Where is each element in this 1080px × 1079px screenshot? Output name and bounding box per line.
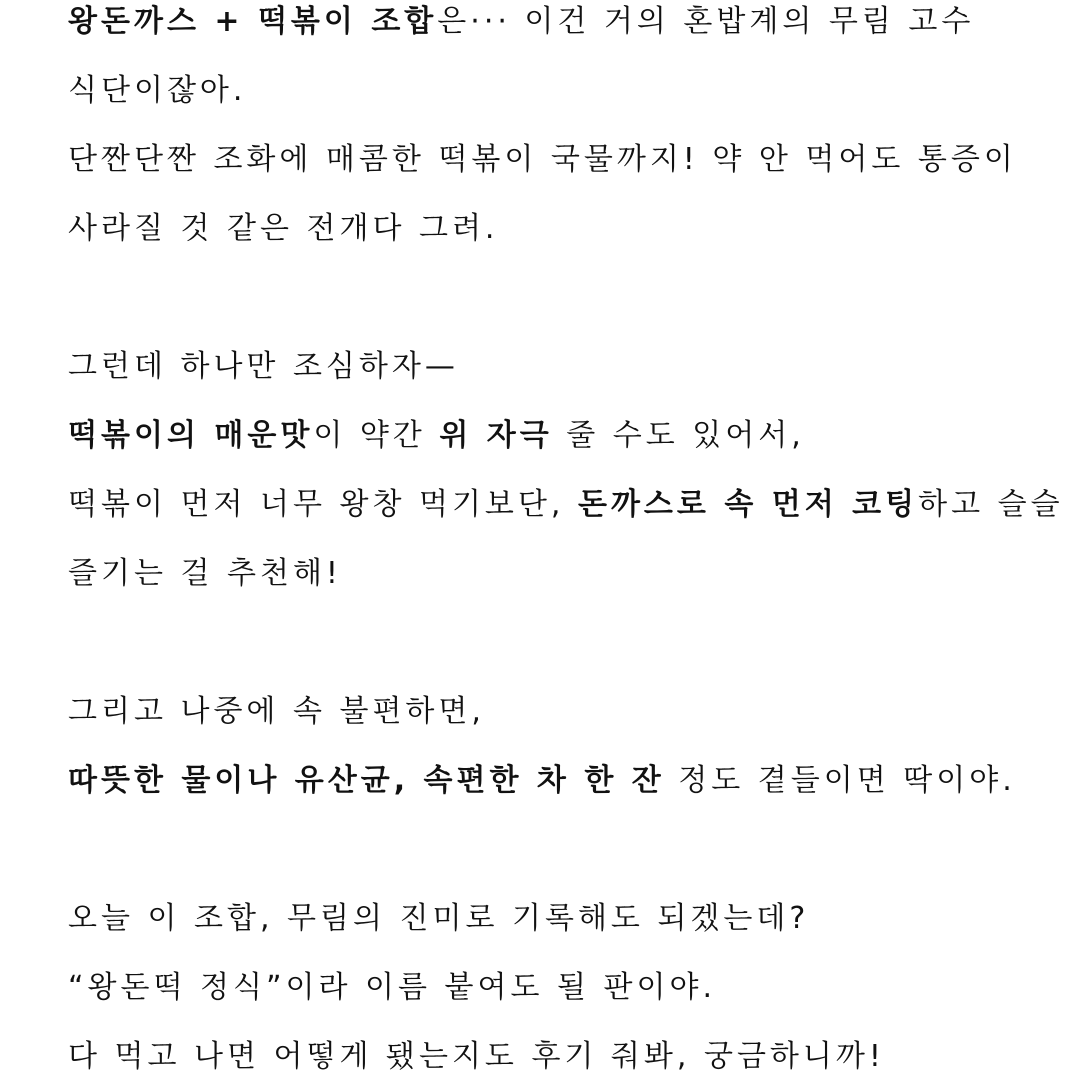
bold-text: 왕돈까스 + 떡볶이 조합 [68, 4, 438, 39]
text: “왕돈떡 정식”이라 이름 붙여도 될 판이야. [68, 970, 716, 1005]
text: 떡볶이 먼저 너무 왕창 먹기보단, [68, 487, 578, 522]
text-line [68, 897, 809, 941]
text-line [68, 345, 459, 389]
text-line [68, 483, 1064, 527]
text-line [68, 207, 498, 251]
bold-text: 위 자극 [439, 418, 553, 453]
text: 이 약간 [313, 418, 440, 453]
text: 은··· 이건 거의 혼밥계의 무림 고수 [437, 4, 975, 39]
text: 하고 슬슬 [918, 487, 1064, 522]
text-line [68, 690, 485, 734]
text: 그런데 하나만 조심하자— [68, 349, 459, 384]
text-line [68, 0, 974, 44]
text: 정도 곁들이면 딱이야. [664, 763, 1016, 798]
text-line [68, 69, 246, 113]
text-line [68, 414, 805, 458]
text: 식단이잖아. [68, 73, 247, 108]
text-line [68, 759, 1016, 803]
bold-text: 따뜻한 물이나 유산균, 속편한 차 한 잔 [68, 763, 665, 798]
text: 즐기는 걸 추천해! [68, 556, 342, 591]
text: 사라질 것 같은 전개다 그려. [68, 211, 499, 246]
text: 오늘 이 조합, 무림의 진미로 기록해도 되겠는데? [68, 901, 810, 936]
text-line [68, 552, 342, 596]
text: 줄 수도 있어서, [552, 418, 805, 453]
text-line [68, 966, 716, 1010]
bold-text: 떡볶이의 매운맛 [68, 418, 314, 453]
text: 다 먹고 나면 어떻게 됐는지도 후기 줘봐, 궁금하니까! [68, 1039, 885, 1074]
text-line [68, 1035, 885, 1079]
text-line [68, 138, 1017, 182]
bold-text: 돈까스로 속 먼저 코팅 [577, 487, 919, 522]
text: 그리고 나중에 속 불편하면, [68, 694, 485, 729]
text: 단짠단짠 조화에 매콤한 떡볶이 국물까지! 약 안 먹어도 통증이 [68, 142, 1017, 177]
